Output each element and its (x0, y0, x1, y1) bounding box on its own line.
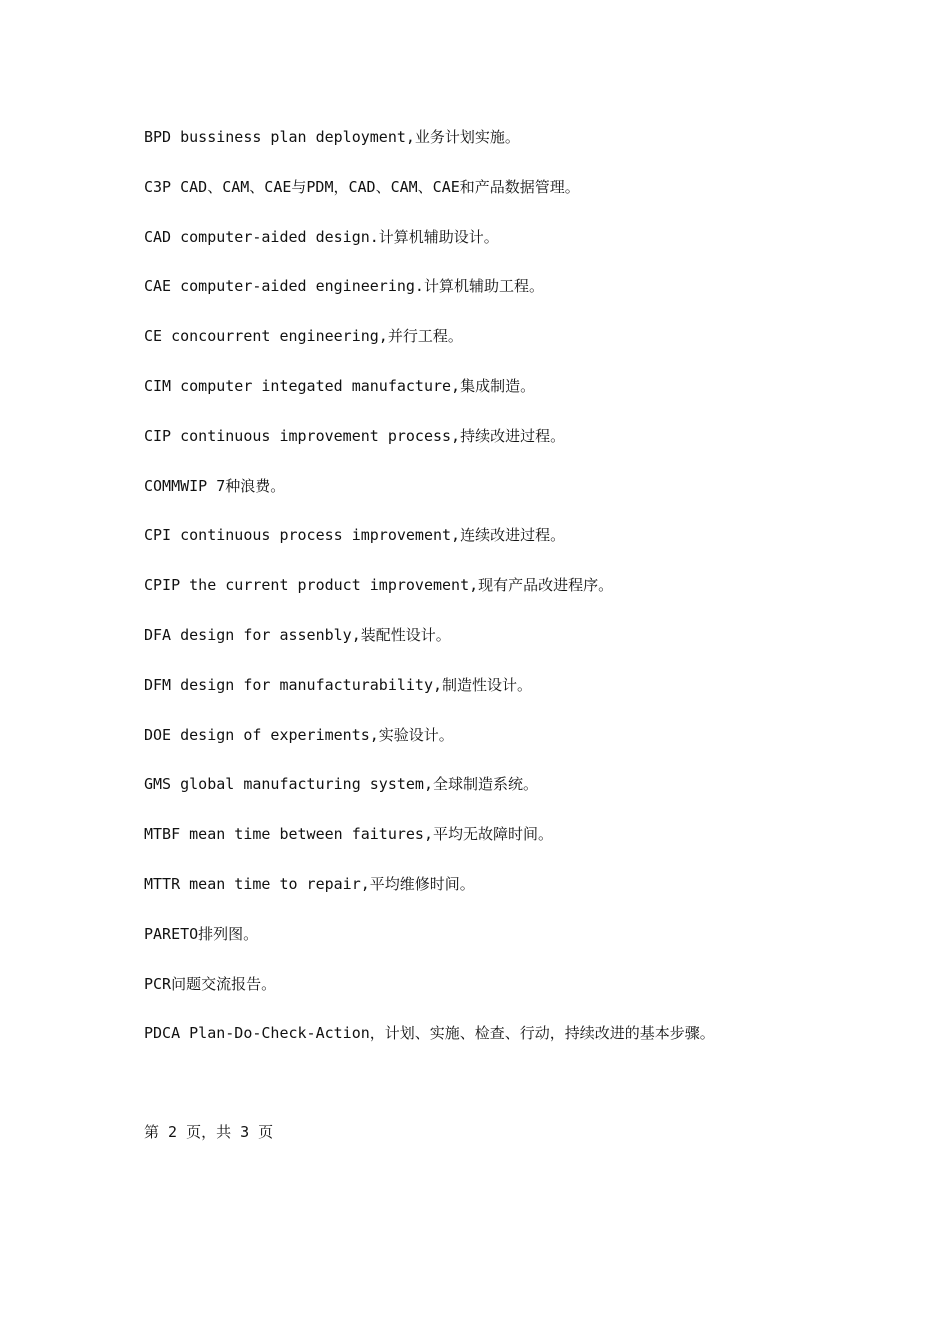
glossary-entry-c3p: C3P CAD、CAM、CAE与PDM，CAD、CAM、CAE和产品数据管理。 (144, 177, 580, 196)
page-number: 第 2 页，共 3 页 (144, 1123, 274, 1141)
glossary-entry-cpip: CPIP the current product improvement,现有产品改进程序。 (144, 576, 614, 595)
glossary-entry-cip: CIP continuous improvement process,持续改进过程。 (144, 426, 566, 445)
glossary-entry-cim: CIM computer integated manufacture,集成制造。 (144, 376, 536, 395)
glossary-entry-bpd: BPD bussiness plan deployment,业务计划实施。 (144, 128, 520, 146)
glossary-entry-commwip: COMMWIP 7种浪费。 (144, 476, 286, 495)
glossary-entry-pdca: PDCA Plan-Do-Check-Action，计划、实施、检查、行动，持续改进的基本步骤。 (144, 1024, 715, 1043)
glossary-entry-dfa: DFA design for assenbly,装配性设计。 (144, 625, 451, 644)
glossary-entry-cpi: CPI continuous process improvement,连续改进过程。 (144, 526, 566, 545)
glossary-entry-mtbf: MTBF mean time between faitures,平均无故障时间。 (144, 825, 553, 844)
glossary-entry-doe: DOE design of experiments,实验设计。 (144, 725, 454, 744)
glossary-entry-mttr: MTTR mean time to repair,平均维修时间。 (144, 874, 475, 893)
glossary-entry-pareto: PARETO排列图。 (144, 924, 259, 943)
glossary-entry-cae: CAE computer-aided engineering.计算机辅助工程。 (144, 277, 544, 296)
glossary-entry-gms: GMS global manufacturing system,全球制造系统。 (144, 775, 538, 794)
glossary-list (144, 126, 804, 1058)
glossary-entry-cad: CAD computer-aided design.计算机辅助设计。 (144, 227, 499, 246)
glossary-entry-dfm: DFM design for manufacturability,制造性设计。 (144, 675, 533, 694)
glossary-entry-pcr: PCR问题交流报告。 (144, 974, 277, 993)
glossary-entry-ce: CE concourrent engineering,并行工程。 (144, 327, 463, 346)
